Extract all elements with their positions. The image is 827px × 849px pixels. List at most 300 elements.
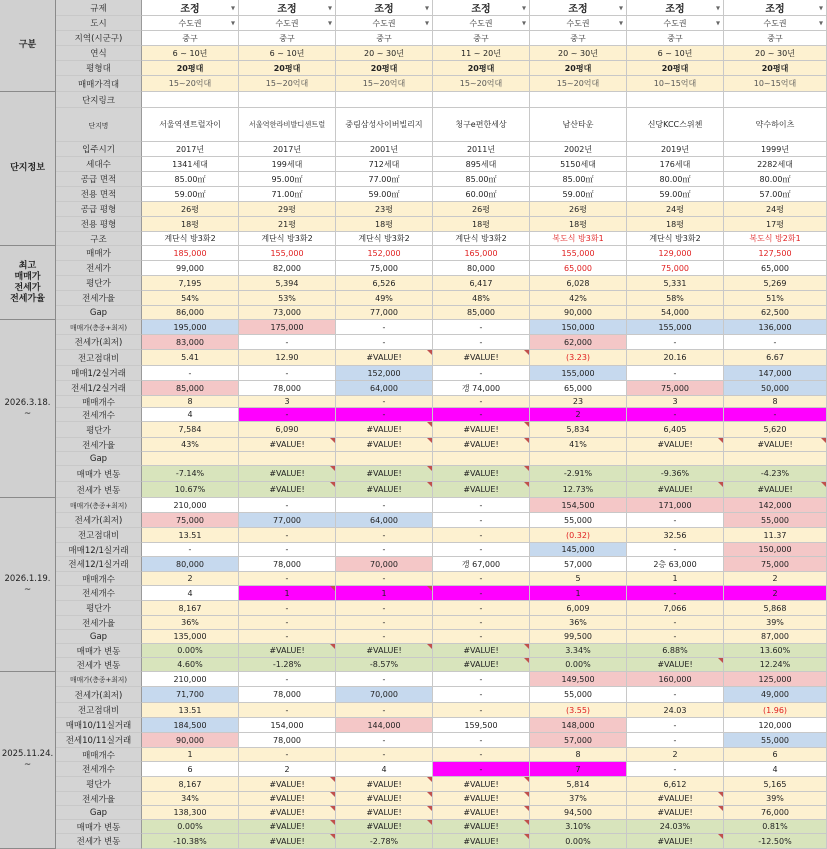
table-cell[interactable]: - [627, 718, 724, 733]
table-cell[interactable]: 77.00㎡ [336, 172, 433, 187]
table-cell[interactable]: 48% [433, 291, 530, 306]
table-cell[interactable]: - [336, 748, 433, 762]
table-cell[interactable]: 5,394 [239, 276, 336, 291]
table-cell[interactable]: 32.56 [627, 528, 724, 543]
table-cell[interactable]: #VALUE! [239, 834, 336, 849]
table-cell[interactable]: 11 ~ 20년 [433, 46, 530, 61]
table-cell[interactable]: 136,000 [724, 320, 827, 335]
table-cell[interactable]: 77,000 [336, 306, 433, 320]
table-cell[interactable]: 2 [239, 762, 336, 777]
table-cell[interactable]: #VALUE! [433, 438, 530, 452]
table-cell[interactable]: 75,000 [627, 381, 724, 396]
table-cell[interactable]: 6,612 [627, 777, 724, 792]
row-label[interactable]: 매매가(층종+최저) [56, 320, 142, 335]
table-cell[interactable]: #VALUE! [433, 466, 530, 482]
table-cell[interactable]: 서울역센트럴자이 [142, 108, 239, 142]
table-cell[interactable]: 중구 [530, 31, 627, 46]
table-cell[interactable]: 8 [142, 396, 239, 408]
table-cell[interactable]: 0.00% [142, 820, 239, 834]
table-cell[interactable]: - [433, 528, 530, 543]
table-cell[interactable]: 71.00㎡ [239, 187, 336, 202]
table-cell[interactable]: 159,500 [433, 718, 530, 733]
table-cell[interactable] [627, 92, 724, 108]
table-cell[interactable]: 6,009 [530, 601, 627, 616]
table-cell[interactable]: - [627, 366, 724, 381]
row-label[interactable]: 입주시기 [56, 142, 142, 157]
table-cell[interactable]: 34% [142, 792, 239, 806]
row-label[interactable]: 평단가 [56, 601, 142, 616]
table-cell[interactable]: 수도권 ▾ [336, 16, 433, 31]
table-cell[interactable]: 99,000 [142, 261, 239, 276]
row-label[interactable]: 전고점대비 [56, 528, 142, 543]
row-label[interactable]: 매매10/11실거래 [56, 718, 142, 733]
table-cell[interactable]: 65,000 [724, 261, 827, 276]
table-cell[interactable]: - [627, 762, 724, 777]
row-label[interactable]: 매매가(층종+최저) [56, 498, 142, 513]
row-label[interactable]: 공급 면적 [56, 172, 142, 187]
table-cell[interactable]: 42% [530, 291, 627, 306]
table-cell[interactable]: 3 [239, 396, 336, 408]
table-cell[interactable]: 5,269 [724, 276, 827, 291]
table-cell[interactable]: - [627, 733, 724, 748]
table-cell[interactable]: 중림삼성사이버빌리지 [336, 108, 433, 142]
table-cell[interactable]: 64,000 [336, 513, 433, 528]
row-label[interactable]: Gap [56, 452, 142, 466]
table-cell[interactable]: #VALUE! [433, 806, 530, 820]
table-cell[interactable]: 15~20억대 [433, 76, 530, 92]
group-label[interactable]: 2026.1.19. ~ [0, 498, 56, 672]
table-cell[interactable]: 24.03% [627, 820, 724, 834]
group-label[interactable]: 구분 [0, 0, 56, 92]
table-cell[interactable]: - [627, 687, 724, 703]
table-cell[interactable]: 142,000 [724, 498, 827, 513]
table-cell[interactable]: #VALUE! [627, 482, 724, 498]
table-cell[interactable]: 8,167 [142, 777, 239, 792]
table-cell[interactable]: 150,000 [724, 543, 827, 557]
table-cell[interactable]: 712세대 [336, 157, 433, 172]
table-cell[interactable]: - [142, 543, 239, 557]
table-cell[interactable]: 17평 [724, 217, 827, 232]
table-cell[interactable]: 조정 ▾ [530, 0, 627, 16]
table-cell[interactable]: 26평 [530, 202, 627, 217]
table-cell[interactable]: 95.00㎡ [239, 172, 336, 187]
table-cell[interactable]: 6,405 [627, 422, 724, 438]
row-label[interactable]: 지역(시군구) [56, 31, 142, 46]
table-cell[interactable]: -7.14% [142, 466, 239, 482]
table-cell[interactable]: - [627, 616, 724, 630]
table-cell[interactable]: 90,000 [142, 733, 239, 748]
table-cell[interactable]: (0.32) [530, 528, 627, 543]
table-cell[interactable]: 2017년 [239, 142, 336, 157]
table-cell[interactable]: 125,000 [724, 672, 827, 687]
table-cell[interactable]: - [433, 498, 530, 513]
table-cell[interactable]: #VALUE! [239, 466, 336, 482]
table-cell[interactable]: - [433, 586, 530, 601]
table-cell[interactable]: 73,000 [239, 306, 336, 320]
table-cell[interactable]: - [433, 733, 530, 748]
table-cell[interactable]: 94,500 [530, 806, 627, 820]
table-cell[interactable]: 75,000 [627, 261, 724, 276]
table-cell[interactable]: 2 [530, 408, 627, 422]
table-cell[interactable]: - [336, 616, 433, 630]
table-cell[interactable]: 6,417 [433, 276, 530, 291]
table-cell[interactable]: 6,028 [530, 276, 627, 291]
table-cell[interactable]: 12.90 [239, 350, 336, 366]
table-cell[interactable] [239, 452, 336, 466]
table-cell[interactable]: 0.81% [724, 820, 827, 834]
table-cell[interactable]: 99,500 [530, 630, 627, 644]
row-label[interactable]: 단지명 [56, 108, 142, 142]
row-label[interactable]: 전고점대비 [56, 350, 142, 366]
table-cell[interactable]: 서울역한라비발디센트럴 [239, 108, 336, 142]
table-cell[interactable]: -2.91% [530, 466, 627, 482]
table-cell[interactable]: 41% [530, 438, 627, 452]
table-cell[interactable]: #VALUE! [433, 658, 530, 672]
row-label[interactable]: 전세가율 [56, 792, 142, 806]
table-cell[interactable]: 20평대 [530, 61, 627, 76]
table-cell[interactable]: 20 ~ 30년 [724, 46, 827, 61]
table-cell[interactable]: 복도식 방2화1 [724, 232, 827, 246]
table-cell[interactable]: 2282세대 [724, 157, 827, 172]
table-cell[interactable]: #VALUE! [336, 482, 433, 498]
table-cell[interactable]: 20평대 [627, 61, 724, 76]
table-cell[interactable]: 154,000 [239, 718, 336, 733]
table-cell[interactable]: 중구 [627, 31, 724, 46]
table-cell[interactable]: 조정 ▾ [336, 0, 433, 16]
table-cell[interactable]: 23 [530, 396, 627, 408]
row-label[interactable]: 도시 [56, 16, 142, 31]
table-cell[interactable]: - [433, 320, 530, 335]
table-cell[interactable]: (1.96) [724, 703, 827, 718]
table-cell[interactable]: 165,000 [433, 246, 530, 261]
table-cell[interactable]: - [627, 630, 724, 644]
table-cell[interactable]: 36% [142, 616, 239, 630]
table-cell[interactable]: - [336, 630, 433, 644]
table-cell[interactable]: 85.00㎡ [433, 172, 530, 187]
table-cell[interactable]: 중구 [142, 31, 239, 46]
table-cell[interactable]: #VALUE! [239, 806, 336, 820]
table-cell[interactable]: 6 [142, 762, 239, 777]
table-cell[interactable]: 7,066 [627, 601, 724, 616]
table-cell[interactable]: 80.00㎡ [724, 172, 827, 187]
table-cell[interactable]: 0.00% [530, 834, 627, 849]
table-cell[interactable]: 78,000 [239, 381, 336, 396]
table-cell[interactable]: 4.60% [142, 658, 239, 672]
table-cell[interactable]: 5,165 [724, 777, 827, 792]
table-cell[interactable] [142, 92, 239, 108]
table-cell[interactable]: 90,000 [530, 306, 627, 320]
table-cell[interactable]: 83,000 [142, 335, 239, 350]
table-cell[interactable]: - [336, 498, 433, 513]
row-label[interactable]: 매매가 변동 [56, 820, 142, 834]
table-cell[interactable]: #VALUE! [433, 792, 530, 806]
table-cell[interactable]: 82,000 [239, 261, 336, 276]
table-cell[interactable]: - [239, 572, 336, 586]
table-cell[interactable] [336, 92, 433, 108]
table-cell[interactable]: #VALUE! [336, 350, 433, 366]
table-cell[interactable]: 76,000 [724, 806, 827, 820]
table-cell[interactable]: 갱 74,000 [433, 381, 530, 396]
table-cell[interactable]: 계단식 방3화2 [433, 232, 530, 246]
table-cell[interactable]: - [239, 601, 336, 616]
table-cell[interactable]: #VALUE! [336, 792, 433, 806]
table-cell[interactable]: 13.60% [724, 644, 827, 658]
table-cell[interactable]: 중구 [239, 31, 336, 46]
table-cell[interactable]: 수도권 ▾ [724, 16, 827, 31]
table-cell[interactable]: 36% [530, 616, 627, 630]
row-label[interactable]: 매매12/1실거래 [56, 543, 142, 557]
table-cell[interactable]: 5,814 [530, 777, 627, 792]
table-cell[interactable]: 43% [142, 438, 239, 452]
table-cell[interactable]: - [336, 703, 433, 718]
table-cell[interactable]: 2 [724, 572, 827, 586]
table-cell[interactable]: 85.00㎡ [530, 172, 627, 187]
table-cell[interactable]: 70,000 [336, 557, 433, 572]
table-cell[interactable]: 6 [724, 748, 827, 762]
table-cell[interactable] [433, 92, 530, 108]
table-cell[interactable]: 18평 [142, 217, 239, 232]
table-cell[interactable]: 127,500 [724, 246, 827, 261]
table-cell[interactable]: #VALUE! [433, 422, 530, 438]
table-cell[interactable] [627, 452, 724, 466]
table-cell[interactable]: 조정 ▾ [724, 0, 827, 16]
table-cell[interactable]: - [433, 572, 530, 586]
table-cell[interactable]: -8.57% [336, 658, 433, 672]
table-cell[interactable]: - [433, 543, 530, 557]
row-label[interactable]: 매매1/2실거래 [56, 366, 142, 381]
table-cell[interactable]: #VALUE! [627, 834, 724, 849]
table-cell[interactable]: 계단식 방3화2 [239, 232, 336, 246]
table-cell[interactable]: #VALUE! [239, 482, 336, 498]
table-cell[interactable]: 55,000 [724, 733, 827, 748]
row-label[interactable]: 전세가(최저) [56, 335, 142, 350]
table-cell[interactable]: 87,000 [724, 630, 827, 644]
table-cell[interactable]: 신당KCC스위첸 [627, 108, 724, 142]
table-cell[interactable]: 129,000 [627, 246, 724, 261]
table-cell[interactable]: 57,000 [530, 733, 627, 748]
table-cell[interactable]: 6 ~ 10년 [627, 46, 724, 61]
row-label[interactable]: 전세가(최저) [56, 513, 142, 528]
row-label[interactable]: 연식 [56, 46, 142, 61]
table-cell[interactable]: -4.23% [724, 466, 827, 482]
table-cell[interactable]: 59.00㎡ [530, 187, 627, 202]
table-cell[interactable]: 15~20억대 [239, 76, 336, 92]
table-cell[interactable]: 3.10% [530, 820, 627, 834]
table-cell[interactable]: 6.88% [627, 644, 724, 658]
table-cell[interactable]: 수도권 ▾ [239, 16, 336, 31]
table-cell[interactable]: 남산타운 [530, 108, 627, 142]
table-cell[interactable]: #VALUE! [336, 777, 433, 792]
table-cell[interactable]: 2011년 [433, 142, 530, 157]
table-cell[interactable]: 147,000 [724, 366, 827, 381]
table-cell[interactable]: 중구 [433, 31, 530, 46]
table-cell[interactable]: - [239, 703, 336, 718]
table-cell[interactable]: #VALUE! [433, 350, 530, 366]
table-cell[interactable]: 갱 67,000 [433, 557, 530, 572]
table-cell[interactable]: 154,500 [530, 498, 627, 513]
table-cell[interactable]: 120,000 [724, 718, 827, 733]
row-label[interactable]: 전용 평형 [56, 217, 142, 232]
table-cell[interactable]: -1.28% [239, 658, 336, 672]
row-label[interactable]: 매매가(층종+최저) [56, 672, 142, 687]
table-cell[interactable]: 78,000 [239, 687, 336, 703]
group-label[interactable]: 2026.3.18. ~ [0, 320, 56, 498]
table-cell[interactable]: 26평 [142, 202, 239, 217]
table-cell[interactable]: - [433, 396, 530, 408]
table-cell[interactable]: - [239, 335, 336, 350]
table-cell[interactable]: - [433, 601, 530, 616]
table-cell[interactable]: 계단식 방3화2 [142, 232, 239, 246]
table-cell[interactable]: 5 [530, 572, 627, 586]
table-cell[interactable]: - [724, 408, 827, 422]
row-label[interactable]: 매매개수 [56, 748, 142, 762]
table-cell[interactable] [142, 452, 239, 466]
table-cell[interactable]: - [627, 408, 724, 422]
table-cell[interactable]: 2001년 [336, 142, 433, 157]
table-cell[interactable]: - [239, 366, 336, 381]
row-label[interactable]: 매매가격대 [56, 76, 142, 92]
table-cell[interactable]: 78,000 [239, 557, 336, 572]
table-cell[interactable]: - [239, 543, 336, 557]
table-cell[interactable]: 50,000 [724, 381, 827, 396]
table-cell[interactable]: #VALUE! [433, 482, 530, 498]
row-label[interactable]: 전용 면적 [56, 187, 142, 202]
table-cell[interactable] [724, 452, 827, 466]
table-cell[interactable]: 계단식 방3화2 [627, 232, 724, 246]
table-cell[interactable]: - [239, 408, 336, 422]
table-cell[interactable]: #VALUE! [627, 438, 724, 452]
table-cell[interactable]: 65,000 [530, 381, 627, 396]
table-cell[interactable]: - [433, 687, 530, 703]
table-cell[interactable]: 15~20억대 [336, 76, 433, 92]
table-cell[interactable]: 70,000 [336, 687, 433, 703]
table-cell[interactable]: 20평대 [433, 61, 530, 76]
table-cell[interactable]: 185,000 [142, 246, 239, 261]
table-cell[interactable]: 59.00㎡ [627, 187, 724, 202]
table-cell[interactable]: -2.78% [336, 834, 433, 849]
table-cell[interactable]: 60.00㎡ [433, 187, 530, 202]
table-cell[interactable]: 1 [336, 586, 433, 601]
table-cell[interactable]: - [433, 408, 530, 422]
table-cell[interactable]: 수도권 ▾ [433, 16, 530, 31]
row-label[interactable]: 전세개수 [56, 586, 142, 601]
table-cell[interactable]: 7,195 [142, 276, 239, 291]
table-cell[interactable]: 12.24% [724, 658, 827, 672]
table-cell[interactable]: - [627, 335, 724, 350]
table-cell[interactable]: - [433, 513, 530, 528]
table-cell[interactable] [433, 452, 530, 466]
table-cell[interactable]: 6 ~ 10년 [239, 46, 336, 61]
table-cell[interactable]: - [433, 748, 530, 762]
table-cell[interactable]: 199세대 [239, 157, 336, 172]
table-cell[interactable]: 20평대 [724, 61, 827, 76]
table-cell[interactable]: 0.00% [530, 658, 627, 672]
table-cell[interactable]: 148,000 [530, 718, 627, 733]
table-cell[interactable]: - [336, 672, 433, 687]
table-cell[interactable]: 62,000 [530, 335, 627, 350]
table-cell[interactable]: - [627, 586, 724, 601]
table-cell[interactable]: - [433, 335, 530, 350]
table-cell[interactable]: 20평대 [239, 61, 336, 76]
table-cell[interactable]: 6 ~ 10년 [142, 46, 239, 61]
table-cell[interactable]: 7,584 [142, 422, 239, 438]
table-cell[interactable]: 77,000 [239, 513, 336, 528]
table-cell[interactable]: 64,000 [336, 381, 433, 396]
table-cell[interactable]: 18평 [433, 217, 530, 232]
table-cell[interactable]: 10.67% [142, 482, 239, 498]
table-cell[interactable]: - [433, 630, 530, 644]
table-cell[interactable]: 8 [724, 396, 827, 408]
row-label[interactable]: 전세가 변동 [56, 834, 142, 849]
table-cell[interactable]: 152,000 [336, 246, 433, 261]
table-cell[interactable]: -12.50% [724, 834, 827, 849]
table-cell[interactable]: 59.00㎡ [142, 187, 239, 202]
table-cell[interactable]: #VALUE! [433, 820, 530, 834]
table-cell[interactable]: 144,000 [336, 718, 433, 733]
table-cell[interactable] [336, 452, 433, 466]
table-cell[interactable]: 138,300 [142, 806, 239, 820]
row-label[interactable]: 매매개수 [56, 396, 142, 408]
table-cell[interactable]: 2019년 [627, 142, 724, 157]
table-cell[interactable]: #VALUE! [239, 820, 336, 834]
group-label[interactable]: 최고 매매가 전세가 전세가율 [0, 246, 56, 320]
table-cell[interactable]: 약수하이츠 [724, 108, 827, 142]
table-cell[interactable]: - [336, 408, 433, 422]
table-cell[interactable]: 62,500 [724, 306, 827, 320]
table-cell[interactable]: 24.03 [627, 703, 724, 718]
table-cell[interactable]: 57.00㎡ [724, 187, 827, 202]
table-cell[interactable]: 2 [142, 572, 239, 586]
table-cell[interactable]: 39% [724, 616, 827, 630]
table-cell[interactable]: #VALUE! [239, 777, 336, 792]
table-cell[interactable]: #VALUE! [627, 806, 724, 820]
row-label[interactable]: 전세가(최저) [56, 687, 142, 703]
table-cell[interactable]: 80,000 [142, 557, 239, 572]
table-cell[interactable]: 24평 [724, 202, 827, 217]
table-cell[interactable]: 6.67 [724, 350, 827, 366]
table-cell[interactable]: 23평 [336, 202, 433, 217]
table-cell[interactable]: #VALUE! [433, 644, 530, 658]
table-cell[interactable]: 75,000 [142, 513, 239, 528]
row-label[interactable]: 구조 [56, 232, 142, 246]
table-cell[interactable]: 86,000 [142, 306, 239, 320]
table-cell[interactable]: 152,000 [336, 366, 433, 381]
row-label[interactable]: 전세가율 [56, 616, 142, 630]
table-cell[interactable]: 85,000 [433, 306, 530, 320]
table-cell[interactable]: 53% [239, 291, 336, 306]
table-cell[interactable]: 20.16 [627, 350, 724, 366]
table-cell[interactable]: 155,000 [530, 246, 627, 261]
table-cell[interactable]: 145,000 [530, 543, 627, 557]
table-cell[interactable]: - [239, 672, 336, 687]
table-cell[interactable]: - [627, 513, 724, 528]
table-cell[interactable]: (3.23) [530, 350, 627, 366]
table-cell[interactable]: 184,500 [142, 718, 239, 733]
row-label[interactable]: 공급 평형 [56, 202, 142, 217]
row-label[interactable]: 평단가 [56, 422, 142, 438]
table-cell[interactable]: 6,526 [336, 276, 433, 291]
table-cell[interactable]: 49% [336, 291, 433, 306]
table-cell[interactable]: - [336, 335, 433, 350]
table-cell[interactable]: - [239, 616, 336, 630]
table-cell[interactable]: #VALUE! [724, 438, 827, 452]
table-cell[interactable]: 210,000 [142, 498, 239, 513]
row-label[interactable]: 전세12/1실거래 [56, 557, 142, 572]
table-cell[interactable]: - [433, 703, 530, 718]
row-label[interactable]: 전세개수 [56, 408, 142, 422]
table-cell[interactable]: #VALUE! [724, 482, 827, 498]
table-cell[interactable]: 155,000 [627, 320, 724, 335]
